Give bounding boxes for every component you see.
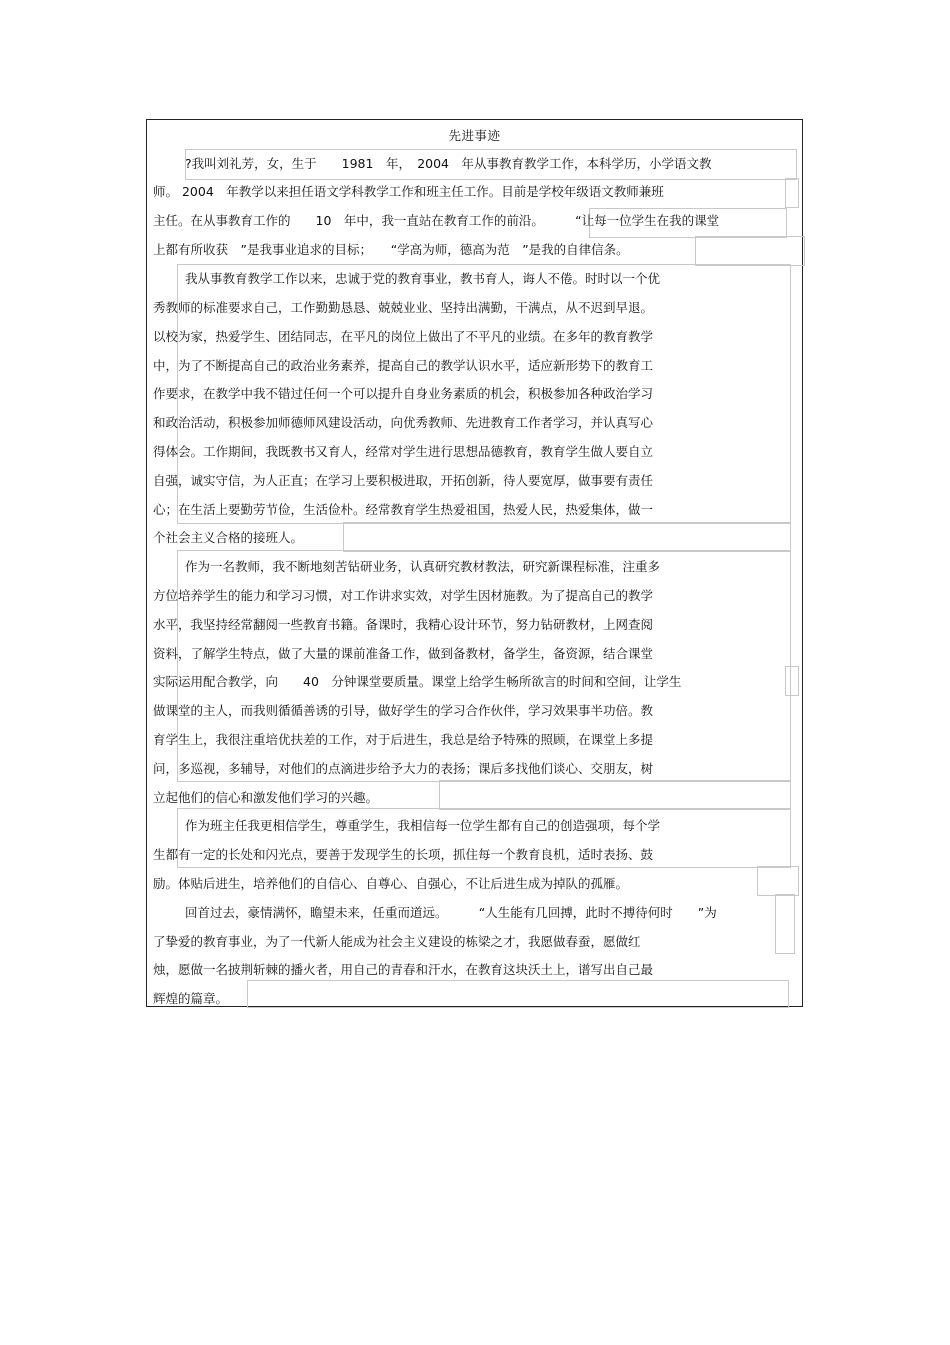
- scan-box: [757, 866, 799, 896]
- scan-box: [785, 178, 799, 208]
- scan-box: [439, 780, 791, 810]
- scan-box: [775, 894, 795, 954]
- document-title: 先进事迹: [448, 128, 501, 143]
- text-line: 和政治活动，积极参加师德师风建设活动，向优秀教师、先进教育工作者学习，并认真写心: [153, 415, 654, 430]
- text-line: 个社会主义合格的接班人。: [153, 530, 304, 545]
- text-line: 秀教师的标准要求自己，工作勤勤恳恳、兢兢业业、坚持出满勤，干满点，从不迟到早退。: [153, 300, 654, 315]
- text-line: 作为班主任我更相信学生，尊重学生，我相信每一位学生都有自己的创造强项，每个学: [185, 818, 661, 833]
- scan-box: [247, 980, 789, 1008]
- text-line: 烛，愿做一名披荆斩棘的播火者，用自己的青春和汗水，在教育这块沃土上，谱写出自己最: [153, 962, 654, 977]
- document-frame: [146, 119, 803, 1007]
- text-line: 励。体贴后进生，培养他们的自信心、自尊心、自强心，不让后进生成为掉队的孤雁。: [153, 876, 629, 891]
- text-line: 以校为家，热爱学生、团结同志，在平凡的岗位上做出了不平凡的业绩。在多年的教育教学: [153, 329, 654, 344]
- scan-box: [343, 522, 791, 552]
- text-line: 我从事教育教学工作以来，忠诚于党的教育事业，教书育人，诲人不倦。时时以一个优: [185, 271, 661, 286]
- text-line: 自强，诚实守信，为人正直；在学习上要积极进取，开拓创新，待人要宽厚，做事要有责任: [153, 473, 654, 488]
- text-line: 作要求，在教学中我不错过任何一个可以提升自身业务素质的机会，积极参加各种政治学习: [153, 386, 654, 401]
- text-line: 立起他们的信心和激发他们学习的兴趣。: [153, 790, 379, 805]
- text-line: 方位培养学生的能力和学习习惯，对工作讲求实效，对学生因材施教。为了提高自己的教学: [153, 588, 654, 603]
- text-line: 心；在生活上要勤劳节俭，生活俭朴。经常教育学生热爱祖国，热爱人民，热爱集体，做一: [153, 502, 654, 517]
- text-line: 辉煌的篇章。: [153, 991, 229, 1006]
- text-line: 水平，我坚持经常翻阅一些教育书籍。备课时，我精心设计环节，努力钻研教材，上网查阅: [153, 617, 654, 632]
- text-line: 师。 2004 年教学以来担任语文学科教学工作和班主任工作。目前是学校年级语文教师兼班: [153, 184, 664, 199]
- text-line: 做课堂的主人，而我则循循善诱的引导，做好学生的学习合作伙伴，学习效果事半功倍。教: [153, 703, 654, 718]
- scan-box: [785, 666, 799, 696]
- text-line: 得体会。工作期间，我既教书又育人，经常对学生进行思想品德教育，教育学生做人要自立: [153, 444, 654, 459]
- text-line: 实际运用配合教学，向 40 分钟课堂要质量。课堂上给学生畅所欲言的时间和空间，让学生: [153, 674, 682, 689]
- text-line: 育学生上，我很注重培优扶差的工作，对于后进生，我总是给予特殊的照顾，在课堂上多提: [153, 732, 654, 747]
- text-line: 问，多巡视，多辅导，对他们的点滴进步给予大力的表扬；课后多找他们谈心、交朋友，树: [153, 761, 654, 776]
- text-line: 生都有一定的长处和闪光点，要善于发现学生的长项，抓住每一个教育良机，适时表扬、鼓: [153, 847, 654, 862]
- text-line: 上都有所收获 ”是我事业追求的目标； “学高为师，德高为范 ”是我的自律信条。: [153, 242, 629, 257]
- text-line: 中，为了不断提高自己的政治业务素养，提高自己的教学认识水平，适应新形势下的教育工: [153, 358, 654, 373]
- text-line: 主任。在从事教育工作的 10 年中，我一直站在教育工作的前沿。 “让每一位学生在我的课堂: [153, 213, 720, 228]
- text-line: 回首过去，豪情满怀，瞻望未来，任重而道远。 “人生能有几回搏，此时不搏待何时 ”为: [185, 905, 717, 920]
- text-line: 作为一名教师，我不断地刻苦钻研业务，认真研究教材教法，研究新课程标准，注重多: [185, 559, 661, 574]
- text-line: 了挚爱的教育事业，为了一代新人能成为社会主义建设的栋梁之才，我愿做春蚕，愿做红: [153, 934, 641, 949]
- scan-box: [695, 236, 805, 266]
- text-line: ?我叫刘礼芳，女，生于 1981 年， 2004 年从事教育教学工作，本科学历，小学语文教: [185, 156, 712, 171]
- text-line: 资料，了解学生特点，做了大量的课前准备工作，做到备教材，备学生，备资源，结合课堂: [153, 646, 654, 661]
